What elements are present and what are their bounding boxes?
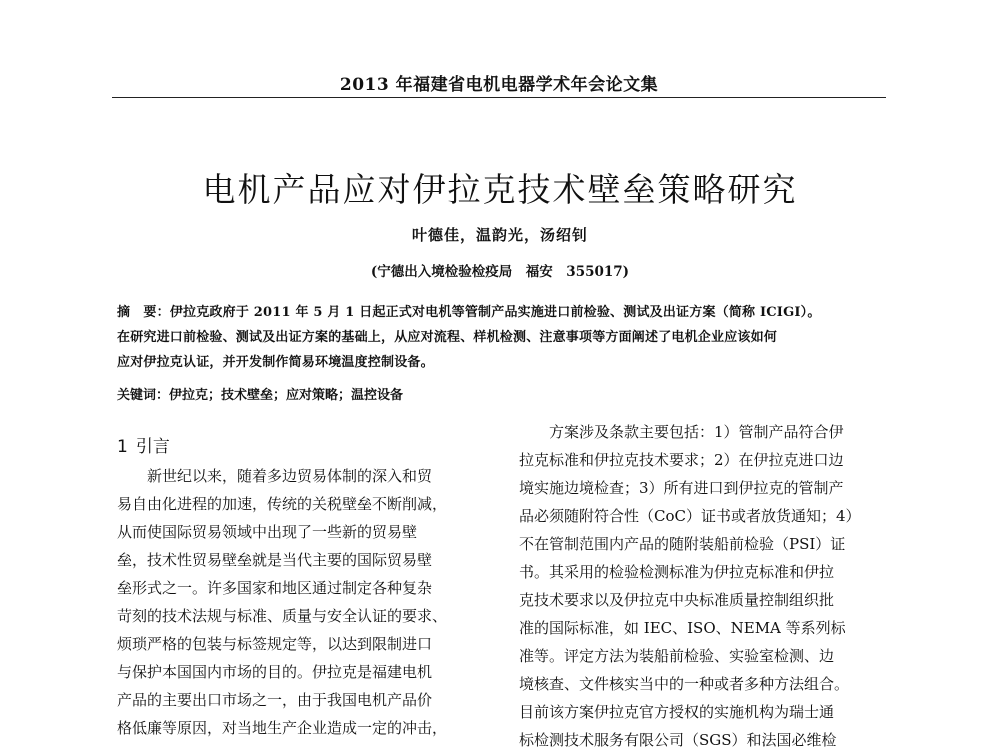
authors: 叶德佳，温韵光，汤绍钊 [411,226,588,244]
section-title: 引言 [135,437,170,457]
text-line: 垒，技术性贸易壁垒就是当代主要的国际贸易壁 [117,551,433,569]
abstract-label: 摘 要： [117,305,170,320]
text-line: 格低廉等原因，对当地生产企业造成一定的冲击， [117,719,448,737]
text-line: 境核查、文件核实当中的一种或者多种方法组合。 [519,675,850,693]
left-column [117,432,475,742]
text-line: 书。其采用的检验检测标准为伊拉克标准和伊拉 [519,563,835,581]
text-line: 标检测技术服务有限公司（SGS）和法国必维检 [519,731,837,749]
abstract-line: 摘 要：伊拉克政府于 2011 年 5 月 1 日起正式对电机等管制产品实施进口前检验、测试及出证方案（简称 ICIGI）。 [117,305,821,320]
intro-paragraph [117,462,475,742]
text-line: 新世纪以来，随着多边贸易体制的深入和贸 [147,467,433,485]
text-line: 目前该方案伊拉克官方授权的实施机构为瑞士通 [519,703,835,721]
text-line: 垒形式之一。许多国家和地区通过制定各种复杂 [117,579,433,597]
text-line: 产品的主要出口市场之一，由于我国电机产品价 [117,691,433,709]
running-head: 2013 年福建省电机电器学术年会论文集 [339,75,659,95]
text-line: 准等。评定方法为装船前检验、实验室检测、边 [519,647,835,665]
text-line: 方案涉及条款主要包括：1）管制产品符合伊 [549,423,844,441]
right-column [519,418,877,754]
section-number: 1 [117,437,128,457]
text-line: 苛刻的技术法规与标准、质量与安全认证的要求、 [117,607,448,625]
text-line: 准的国际标准，如 IEC、ISO、NEMA 等系列标 [519,619,846,637]
paper-title: 电机产品应对伊拉克技术壁垒策略研究 [202,170,798,210]
text-line: 境实施边境检查；3）所有进口到伊拉克的管制产 [519,479,844,497]
text-line: 不在管制范围内产品的随附装船前检验（PSI）证 [519,535,846,553]
text-line: 从而使国际贸易领域中出现了一些新的贸易壁 [117,523,418,541]
affiliation: (宁德出入境检验检疫局 福安 355017) [370,264,630,280]
abstract-line: 在研究进口前检验、测试及出证方案的基础上，从应对流程、样机检测、注意事项等方面阐述了电机企业应该如何 [117,330,778,345]
text-line: 烦琐严格的包装与标签规定等，以达到限制进口 [117,635,433,653]
text-line: 品必须随附符合性（CoC）证书或者放货通知；4） [519,507,861,525]
text-line: 易自由化进程的加速，传统的关税壁垒不断削减， [117,495,448,513]
text-line: 与保护本国国内市场的目的。伊拉克是福建电机 [117,663,433,681]
text-line: 拉克标准和伊拉克技术要求；2）在伊拉克进口边 [519,451,844,469]
text-line: 克技术要求以及伊拉克中央标准质量控制组织批 [519,591,835,609]
section-heading-introduction [117,432,475,462]
running-head-rule [112,97,886,98]
abstract-line: 应对伊拉克认证，并开发制作简易环境温度控制设备。 [117,355,434,370]
keywords-label: 关键词： [117,388,170,403]
abstract [117,300,889,375]
keywords [117,384,889,403]
scheme-paragraph [519,418,877,754]
keywords-list: 伊拉克；技术壁垒；应对策略；温控设备 [169,388,404,403]
